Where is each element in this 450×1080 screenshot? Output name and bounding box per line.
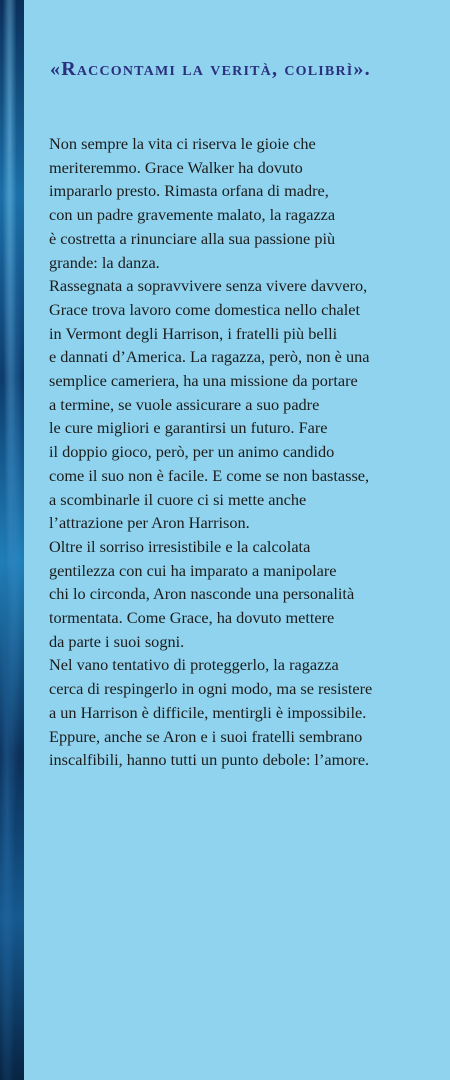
synopsis-line: da parte i suoi sogni. [49, 631, 185, 651]
synopsis-line: inscalfibili, hanno tutti un punto debole: l’amore. [49, 750, 370, 770]
synopsis-line: e dannati d’America. La ragazza, però, non è una [49, 347, 370, 367]
synopsis-line: tormentata. Come Grace, ha dovuto mettere [49, 608, 335, 628]
synopsis-line: come il suo non è facile. E come se non bastasse, [49, 465, 370, 485]
synopsis-line: gentilezza con cui ha imparato a manipolare [49, 560, 337, 580]
cover-art-strip [0, 0, 24, 1080]
synopsis-line: Rassegnata a sopravvivere senza vivere davvero, [49, 276, 368, 296]
synopsis-line: le cure migliori e garantirsi un futuro. Fare [49, 418, 328, 438]
synopsis-line: Oltre il sorriso irresistibile e la calcolata [49, 536, 311, 556]
synopsis-line: impararlo presto. Rimasta orfana di madre, [49, 181, 329, 201]
synopsis-line: cerca di respingerlo in ogni modo, ma se resistere [49, 679, 373, 699]
tagline-heading: «Raccontami la verità, colibrì». [50, 58, 371, 80]
synopsis-text [49, 132, 444, 772]
synopsis-line: a scombinarle il cuore ci si mette anche [49, 489, 307, 509]
synopsis-line: a un Harrison è difficile, mentirgli è impossibile. [49, 702, 367, 722]
synopsis-line: Eppure, anche se Aron e i suoi fratelli sembrano [49, 726, 363, 746]
synopsis-line: chi lo circonda, Aron nasconde una personalità [49, 584, 355, 604]
synopsis-line: Grace trova lavoro come domestica nello chalet [49, 299, 361, 319]
synopsis-line: è costretta a rinunciare alla sua passione più [49, 228, 336, 248]
synopsis-line: l’attrazione per Aron Harrison. [49, 513, 250, 533]
synopsis-line: semplice cameriera, ha una missione da portare [49, 371, 358, 391]
synopsis-line: Non sempre la vita ci riserva le gioie che [49, 134, 316, 153]
synopsis-line: a termine, se vuole assicurare a suo padre [49, 394, 320, 414]
synopsis-line: meriteremmo. Grace Walker ha dovuto [49, 157, 303, 177]
synopsis-line: in Vermont degli Harrison, i fratelli più belli [49, 323, 338, 343]
synopsis-line: grande: la danza. [49, 252, 160, 272]
synopsis-line: Nel vano tentativo di proteggerlo, la ragazza [49, 655, 339, 675]
synopsis-line: con un padre gravemente malato, la ragazza [49, 205, 336, 225]
synopsis-line: il doppio gioco, però, per un animo candido [49, 442, 335, 462]
